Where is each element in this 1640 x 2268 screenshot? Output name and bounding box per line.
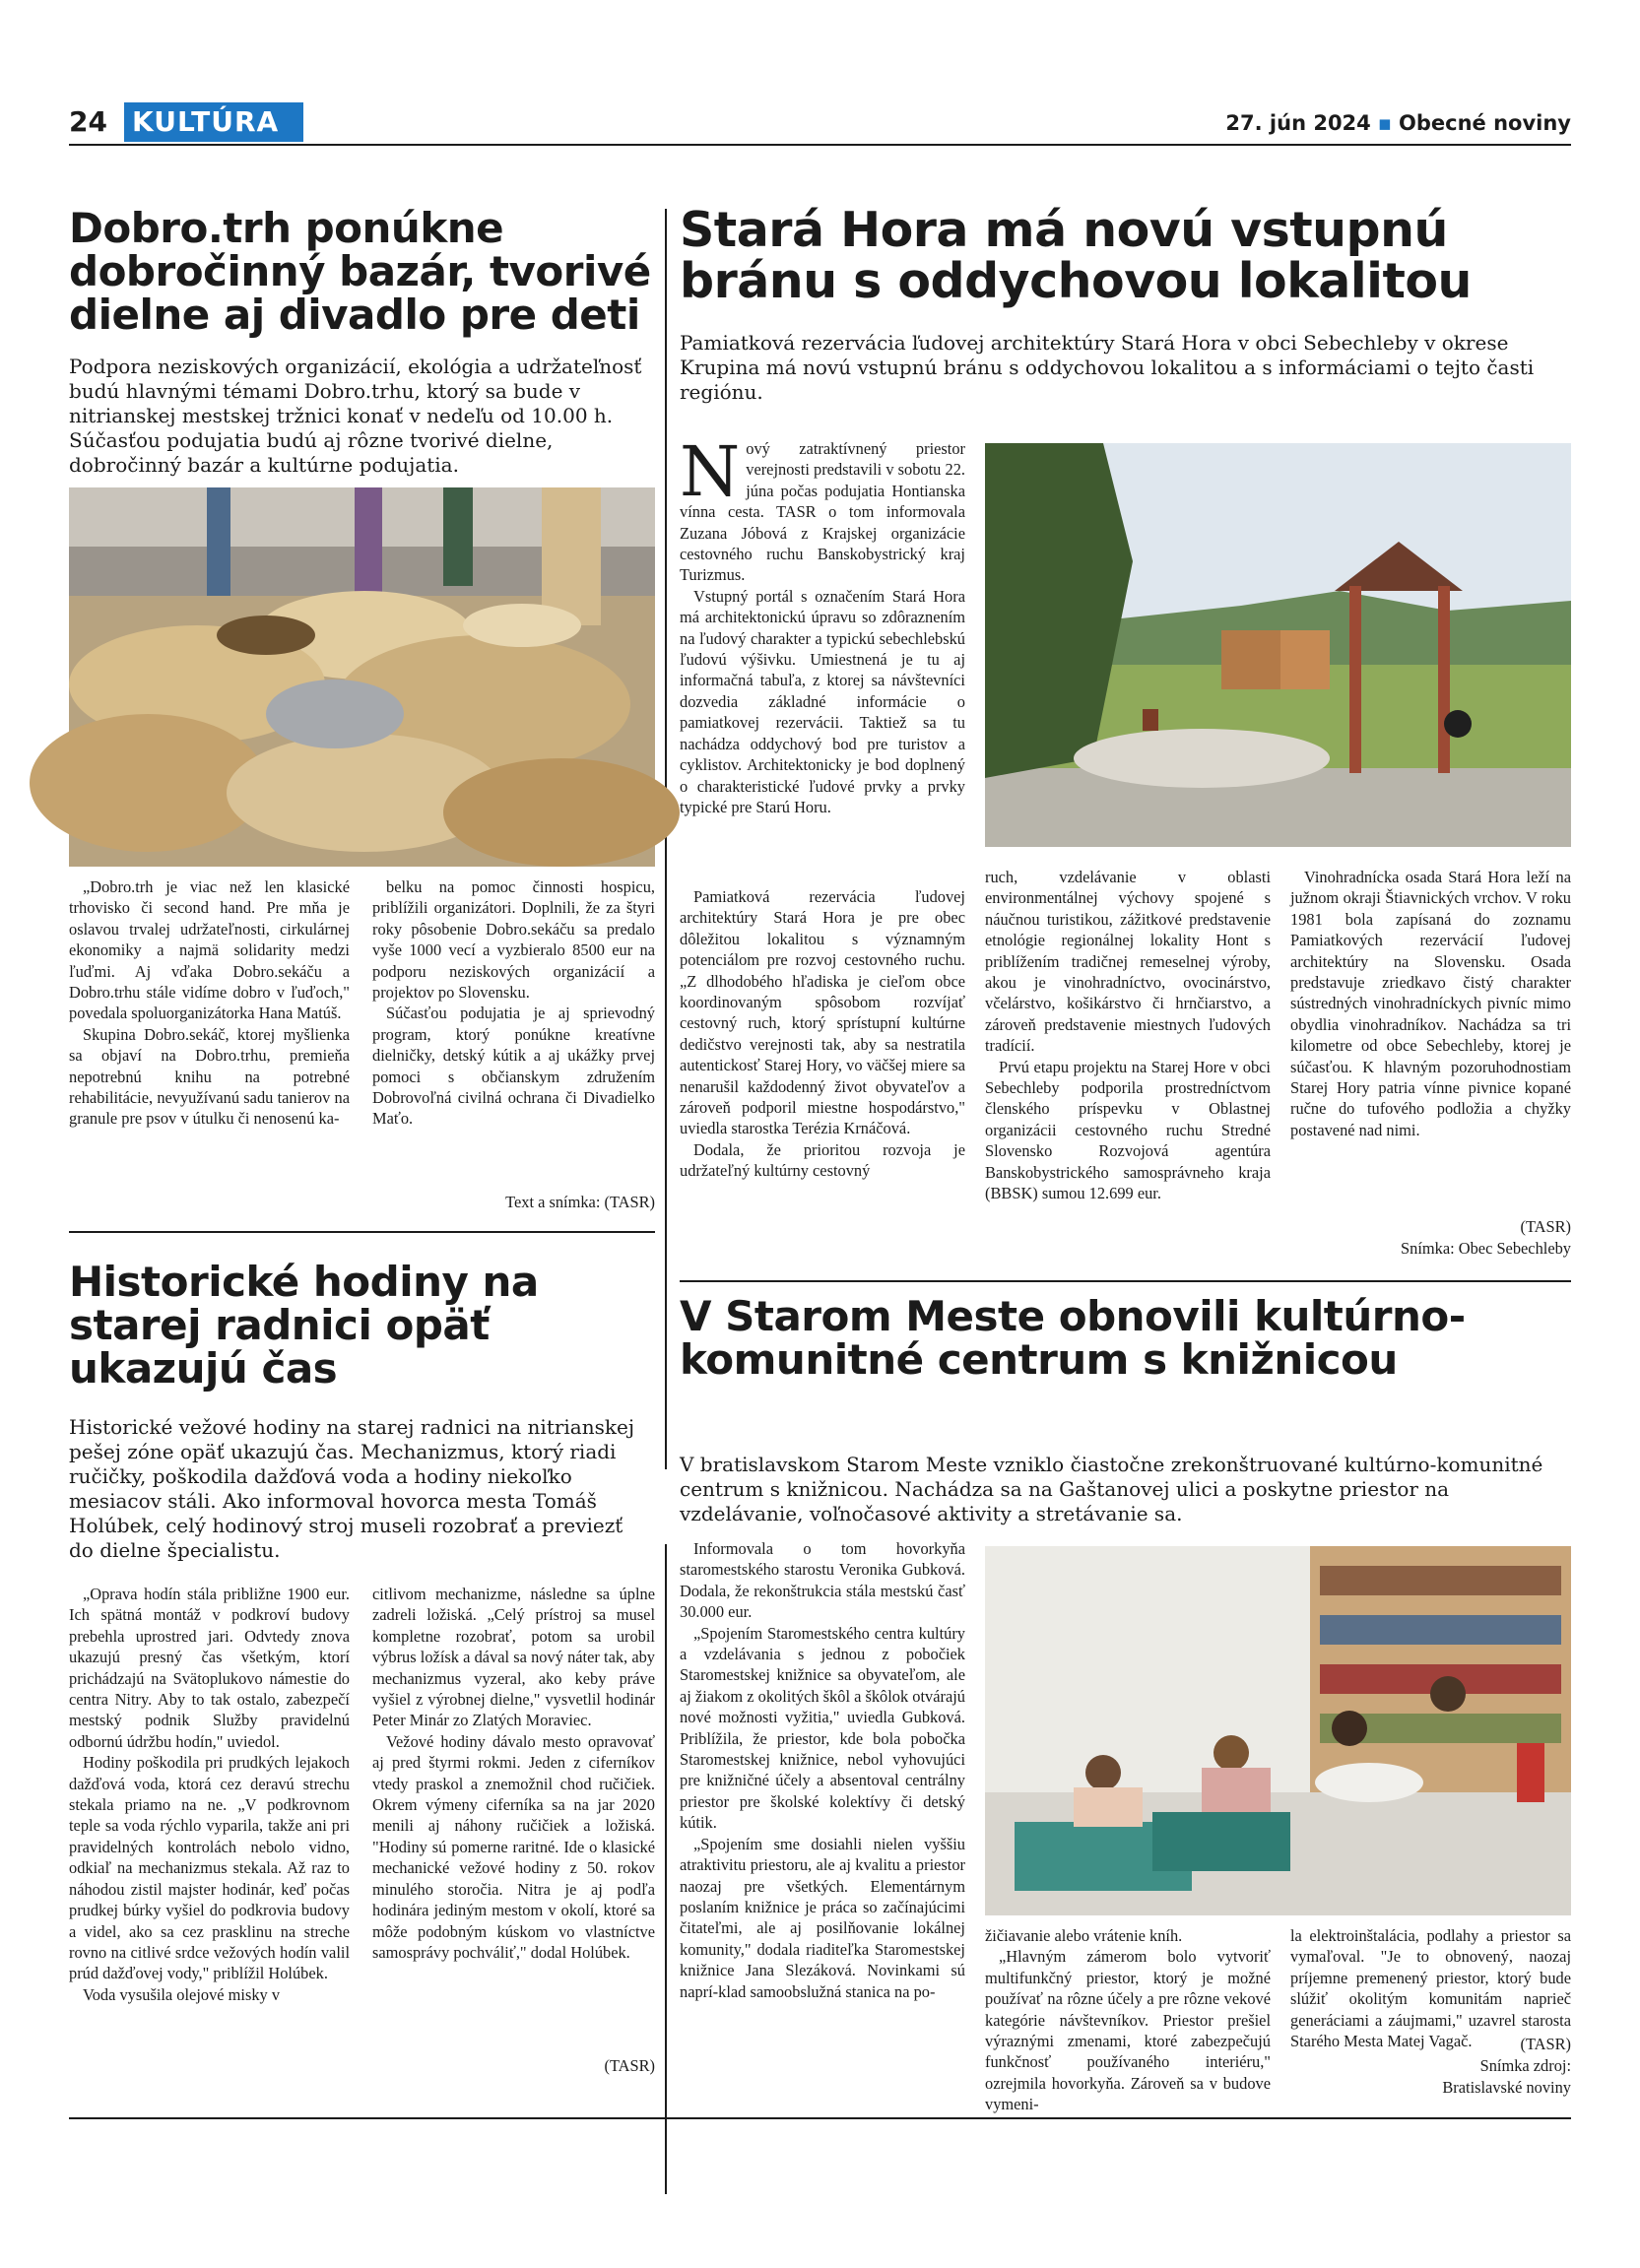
publication-name: Obecné noviny (1399, 111, 1571, 135)
article-hodiny-col2 (372, 1584, 655, 2056)
article-starahora-lead: Pamiatková rezervácia ľudovej architektúry Stará Hora v obci Sebechleby v okrese Krupina má novú vstupnú bránu s oddychovou lokalitou a s informáciami o tejto časti regiónu. (680, 331, 1535, 404)
paragraph: belku na pomoc činnosti hospicu, priblížili organizátori. Doplnili, že za štyri roky pôsobenie Dobro.sekáču sa predalo vyše 1000 vecí a vyzbieralo 8500 eur na podporu neziskových organizácií a projektov po Slovensku. (372, 877, 655, 1003)
article-starahora-col1-top (680, 431, 965, 886)
paragraph: Hodiny poškodila pri prudkých lejakoch dažďová voda, ktorá cez deravú strechu stekala priamo na ne. „V podkrovnom teple sa voda rýchlo vyparila, takže ani pri pravidelných kontrolách nebolo vidno, odkiaľ na mechanizmus stekala. Až raz to náhodou zistil majster hodinár, keď počas prudkej búrky vyšiel do podkrovia budovy a videl, ako sa cez prasklinu na streche rovno na citlivé srdce vežových hodín valil prúd dažďovej vody," priblížil Holúbek. (69, 1753, 350, 1983)
paragraph: žičiavanie alebo vrátenie kníh. (985, 1926, 1183, 1945)
paragraph: „Hlavným zámerom bolo vytvoriť multifunkčný priestor, ktorý je možné používať na rôzne účely a pre rôzne vekové kategórie návštevníkov. Priestor prešiel výraznými zmenami, ktoré zabezpečujú funkčnosť používaného interiéru," ozrejmila hovorkyňa. Zároveň sa v budove vymeni- (985, 1947, 1271, 2114)
article-staromesto-photo-credit: Snímka zdroj: (1479, 2056, 1571, 2075)
paragraph: Vežové hodiny dávalo mesto opravovať aj pred štyrmi rokmi. Jeden z ciferníkov vtedy praskol a znemožnil chod ručičiek. Okrem výmeny ciferníka sa na jar 2020 menili aj náhony ručičiek a ložiská. "Hodiny sú pomerne raritné. Ide o klasické mechanické vežové hodiny z 50. rokov minulého storočia. Nitra je aj podľa hodinára jediným mestom v okolí, ktoré sa môže podobným kúskom vo vlastníctve samosprávy pochváliť," dodal Holúbek. (372, 1731, 655, 1962)
drop-cap: N (680, 431, 741, 512)
paragraph: Pamiatková rezervácia ľudovej architektúry Stará Hora je pre obec dôležitou lokalitou s významným potenciálom pre rozvoj cestovného ruchu. „Z dlhodobého hľadiska je cieľom obce koordinovaným spôsobom rozvíjať cestovný ruch, ktorý sprístupní kultúrne dedičstvo verejnosti tak, aby sa nestratila autentickosť Starej Hory, vo väčšej miere sa nenarušil každodenný život obyvateľov a zároveň podporil miestne hospodárstvo," uviedla starostka Terézia Krnáčová. (680, 887, 965, 1138)
article-staromesto-col1 (680, 1538, 965, 2075)
gate-landscape-image (985, 443, 1571, 847)
page-number: 24 (69, 105, 107, 138)
issue-info (1225, 108, 1571, 138)
article-staromesto-photo-source: Bratislavské noviny (1442, 2078, 1571, 2097)
paragraph: „Spojením sme dosiahli nielen vyššiu atraktivitu priestoru, ale aj kvalitu a priestor naozaj pre všetkých. Elementárnym poslaním knižnice je práca so začínajúcimi čitateľmi, ale aj posilňovanie lokálnej komunity," dodala riaditeľka Staromestskej knižnice Jana Slezáková. Novinkami sú naprí-klad samoobslužná stanica na po- (680, 1834, 965, 2001)
article-dobrotrh-title: Dobro.trh ponúkne dobročinný bazár, tvorivé dielne aj divadlo pre deti (69, 204, 651, 339)
staromesto-photo (985, 1546, 1571, 1915)
article-starahora-credit: (TASR) (1520, 1217, 1571, 1236)
paragraph: Vstupný portál s označením Stará Hora má architektonickú úpravu so zdôraznením na ľudový charakter a typickú sebechlebskú ľudovú výšivku. Umiestnená je tu aj informačná tabuľa, z ktorej sa návštevníci dozvedia základné informácie o pamiatkovej rezervácii. Taktiež sa tu nachádza oddychový bod pre turistov a cyklistov. Architektonicky je bod doplnený o charakteristické ľudové prvky a prvky typické pre Starú Horu. (680, 586, 965, 816)
article-divider (680, 1280, 1571, 1282)
article-staromesto-lead: V bratislavskom Starom Meste vzniklo čiastočne zrekonštruované kultúrno-komunitné centrum s knižnicou. Nachádza sa na Gaštanovej ulici a poskytne priestor na vzdelávanie, voľnočasové aktivity a stretávanie sa. (680, 1453, 1543, 1525)
article-dobrotrh-credit: Text a snímka: (TASR) (505, 1193, 655, 1211)
article-starahora-col3 (1290, 867, 1571, 1206)
article-hodiny-lead: Historické vežové hodiny na starej radnici na nitrianskej pešej zóne opäť ukazujú čas. Mechanizmus, ktorý riadi ručičky, poškodila dažďová voda a hodiny niekoľko mesiacov stáli. Ako informoval hovorca mesta Tomáš Holúbek, celý hodinový stroj museli rozobrať a previezť do dielne špecialistu. (69, 1415, 635, 1562)
article-dobrotrh-col2 (372, 876, 655, 1211)
header-rule (69, 144, 1571, 146)
paragraph: ový zatraktívnený priestor verejnosti predstavili v sobotu 22. júna počas podujatia Hontianska vínna cesta. TASR o tom informovala Zuzana Jóbová z Krajskej organizácie cestovného ruchu Banskobystrický kraj Turizmus. (680, 439, 965, 585)
section-label: KULTÚRA (124, 102, 303, 142)
column-divider (665, 209, 667, 1469)
paragraph: Informovala o tom hovorkyňa staromestského starostu Veronika Gubková. Dodala, že rekonštrukcia stála mestskú časť 30.000 eur. (680, 1539, 965, 1622)
paragraph: citlivom mechanizme, následne sa úplne zadreli ložiská. „Celý prístroj sa musel kompletne rozobrať, potom sa urobil výbrus ložísk a dával sa nový náter tak, aby mechanizmus vyzeral, ako keby práve vyšiel z výrobnej dielne," vysvetlil hodinár Peter Minár zo Zlatých Moraviec. (372, 1585, 655, 1730)
paragraph: Voda vysušila olejové misky v (83, 1984, 281, 2004)
starahora-photo (985, 443, 1571, 847)
article-staromesto-col2 (985, 1925, 1271, 2114)
paragraph: Skupina Dobro.sekáč, ktorej myšlienka sa objaví na Dobro.trhu, premieňa nepotrebnú knihu na potrebné rehabilitácie, nevyužívanú sadu tanierov na granule pre psov v útulku či nenosenú ka- (69, 1024, 350, 1129)
article-hodiny-title: Historické hodiny na starej radnici opäť ukazujú čas (69, 1258, 539, 1393)
column-divider-lower (665, 1544, 667, 2194)
article-divider (69, 1231, 655, 1233)
article-hodiny-col1 (69, 1584, 350, 2076)
paragraph: Vinohradnícka osada Stará Hora leží na južnom okraji Štiavnických vrchov. V roku 1981 bola zapísaná do zoznamu Pamiatkových rezervácií ľudovej architektúry na Slovensku. Osada predstavuje zriedkavo čistý charakter sústredných vinohradníckych pivníc mimo obydlia vinohradníkov. Nachádza sa tri kilometre od obce Sebechleby, ktorej je súčasťou. K hlavným pozoruhodnostiam Starej Hory patria vínne pivnice kopané ručne do tufového podložia a chyžky postavené nad nimi. (1290, 868, 1571, 1139)
article-starahora-col1-bottom (680, 886, 965, 1270)
paragraph: ruch, vzdelávanie v oblasti environmentálnej výchovy spojené s náučnou turistikou, zážitkové predstavenie etnológie regionálnej lokality Hont s priblížením tradičnej remeselnej výroby, akou je vinohradníctvo, ovocinárstvo, včelárstvo, košikárstvo či hrnčiarstvo, a zároveň predstavenie miestnych ľudových tradícií. (985, 868, 1271, 1056)
paragraph: la elektroinštalácia, podlahy a priestor sa vymaľoval. "Je to obnovený, naozaj príjemne premenený priestor, ktorý bude slúžiť okolitým komunitám naprieč generáciami a záujmami," uzavrel starosta Starého Mesta Matej Vagač. (1290, 1926, 1571, 2051)
paragraph: Dodala, že prioritou rozvoja je udržateľný kultúrny cestovný (680, 1139, 965, 1181)
separator-dot: ▪ (1377, 111, 1393, 135)
dobrotrh-photo (69, 487, 655, 867)
paragraph: „Dobro.trh je viac než len klasické trhovisko či second hand. Pre mňa je oslavou trvalej udržateľnosti, cirkulárnej ekonomiky a najmä solidarity medzi ľuďmi. Aj vďaka Dobro.sekáču a Dobro.trhu stále vidíme dobro v ľuďoch," povedala spoluorganizátorka Hana Matúš. (69, 877, 350, 1023)
paragraph: „Oprava hodín stála približne 1900 eur. Ich spätná montáž v podkroví budovy prebehla uprostred jari. Odvtedy znova ukazujú presný čas všetkým, ktorí prichádzajú na Svätoplukovo námestie do centra Nitry. Aby to tak ostalo, zabezpečí mestský podnik Služby pravidelnú odbornú údržbu hodín," uviedol. (69, 1585, 350, 1751)
library-children-image (985, 1546, 1571, 1915)
issue-date: 27. jún 2024 (1225, 111, 1371, 135)
article-starahora-photo-credit: Snímka: Obec Sebechleby (1401, 1239, 1571, 1258)
article-staromesto-credit: (TASR) (1520, 2035, 1571, 2053)
wooden-plates-image (69, 487, 655, 867)
article-starahora-title: Stará Hora má novú vstupnú bránu s oddychovou lokalitou (680, 202, 1472, 309)
article-hodiny-credit: (TASR) (604, 2056, 655, 2075)
article-dobrotrh-lead: Podpora neziskových organizácií, ekológia a udržateľnosť budú hlavnými témami Dobro.trhu, ktorý sa bude v nitrianskej mestskej tržnici konať v nedeľu od 10.00 h. Súčasťou podujatia budú aj rôzne tvorivé dielne, dobročinný bazár a kultúrne podujatia. (69, 355, 642, 477)
paragraph: Prvú etapu projektu na Starej Hore v obci Sebechleby podporila prostredníctvom členského príspevku v Oblastnej organizácii cestovného ruchu Stredné Slovensko Rozvojová agentúra Banskobystrického samosprávneho kraja (BBSK) sumou 12.699 eur. (985, 1057, 1271, 1203)
article-staromesto-title: V Starom Meste obnovili kultúrno-komunitné centrum s knižnicou (680, 1292, 1466, 1384)
article-dobrotrh-col1 (69, 876, 350, 1211)
paragraph: Súčasťou podujatia je aj sprievodný program, ktorý ponúkne kreatívne dielničky, detský kútik a aj ukážky prvej pomoci s občianskym združením Dobrovoľná civilná ochrana či Divadielko Maťo. (372, 1004, 655, 1129)
article-starahora-col2 (985, 867, 1271, 1270)
footer-rule (69, 2117, 1571, 2119)
paragraph: „Spojením Staromestského centra kultúry a vzdelávania s jednou z pobočiek Staromestskej knižnice sa obyvateľom, ale aj žiakom z okolitých škôl a škôlok otvárajú nové možnosti vyžitia," uviedla Gubková. Priblížila, že priestor, kde bola pobočka Staromestskej knižnice, nebol vyhovujúci pre knižničné účely a absentoval centrálny priestor pre školské kolektívy či detský kútik. (680, 1623, 965, 1833)
